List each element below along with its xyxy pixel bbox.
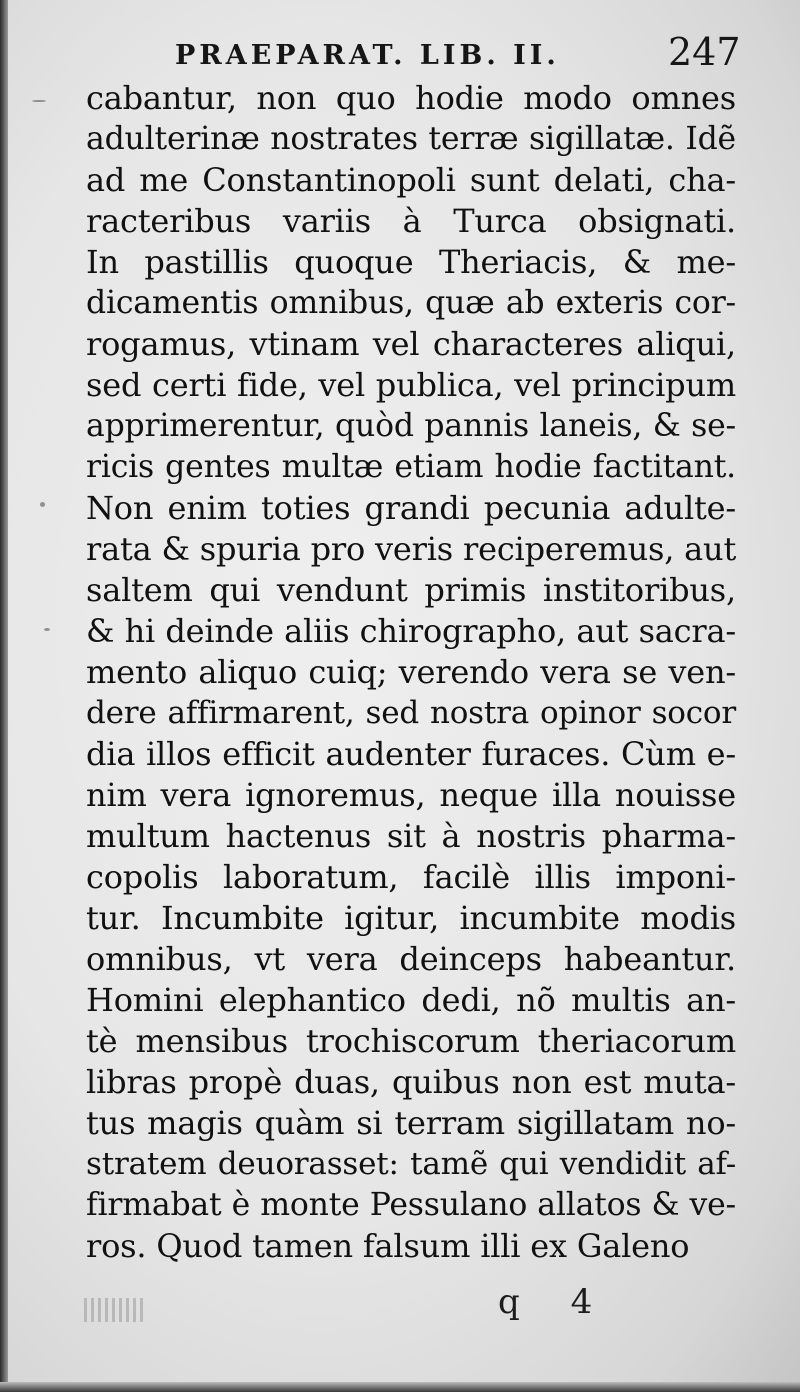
text-line: ad me Constantinopoli sunt delati, cha- <box>86 161 736 199</box>
ink-speck <box>32 100 46 102</box>
text-line: ros. Quod tamen falsum illi ex Galeno <box>86 1227 690 1265</box>
text-line: rogamus, vtinam vel characteres aliqui, <box>86 325 736 363</box>
ink-speck <box>40 502 45 507</box>
text-line: In pastillis quoque Theriacis, & me- <box>86 243 736 281</box>
text-line: mento aliquo cuiq; verendo vera se ven- <box>86 653 736 691</box>
text-line: firmabat è monte Pessulano allatos & ve- <box>86 1187 736 1223</box>
text-line: saltem qui vendunt primis institoribus, <box>86 571 736 609</box>
signature-mark: q 4 <box>498 1282 613 1322</box>
text-line: copolis laboratum, facilè illis imponi- <box>86 858 736 896</box>
text-line: dere affirmarent, sed nostra opinor socor <box>86 695 736 731</box>
text-line: apprimerentur, quòd pannis laneis, & se- <box>86 408 736 444</box>
text-line: Non enim toties grandi pecunia adulte- <box>86 489 736 527</box>
text-line: dicamentis omnibus, quæ ab exteris cor- <box>86 285 736 321</box>
running-head <box>0 30 800 80</box>
page-number: 247 <box>668 30 741 74</box>
page-bottom-edge <box>0 1382 800 1392</box>
text-line: rata & spuria pro veris reciperemus, aut <box>86 530 737 568</box>
text-line: & hi deinde aliis chirographo, aut sacra- <box>86 612 736 650</box>
text-line: tur. Incumbite igitur, incumbite modis <box>86 899 736 937</box>
text-line: libras propè duas, quibus non est muta- <box>86 1063 736 1101</box>
body-text <box>86 78 736 1267</box>
text-line: adulterinæ nostrates terræ sigillatæ. Idẽ <box>86 121 736 157</box>
running-head-title: PRAEPARAT. LIB. II. <box>175 40 560 71</box>
text-line: stratem deuorasset: tamẽ qui vendidit af- <box>86 1146 736 1182</box>
text-line: Homini elephantico dedi, nõ multis an- <box>86 981 736 1019</box>
text-line: cabantur, non quo hodie modo omnes <box>86 79 736 117</box>
text-line: ricis gentes multæ etiam hodie factitant. <box>86 449 736 485</box>
text-line: tè mensibus trochiscorum theriacorum <box>86 1022 736 1060</box>
text-line: racteribus variis à Turca obsignati. <box>86 202 736 240</box>
text-line: multum hactenus sit à nostris pharma- <box>86 817 736 855</box>
text-line: nim vera ignoremus, neque illa nouisse <box>86 776 736 814</box>
ink-smudge <box>84 1298 144 1322</box>
ink-speck <box>44 628 50 631</box>
text-line: dia illos efficit audenter furaces. Cùm e- <box>86 735 736 773</box>
text-line: tus magis quàm si terram sigillatam no- <box>86 1104 736 1142</box>
text-line: sed certi fide, vel publica, vel principum <box>86 366 736 404</box>
page-left-edge <box>0 0 8 1392</box>
text-line: omnibus, vt vera deinceps habeantur. <box>86 940 736 978</box>
